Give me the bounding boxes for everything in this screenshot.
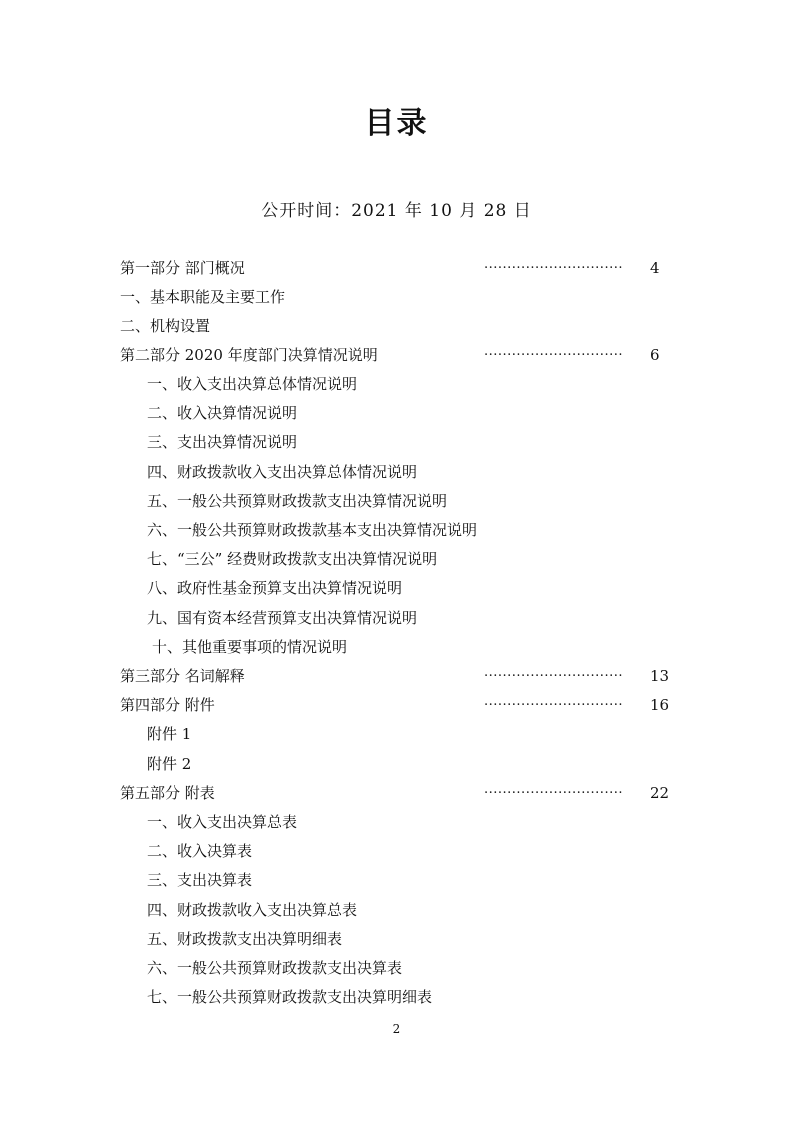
toc-entry-part-3: [0, 664, 793, 688]
toc-entry-part-1: [0, 256, 793, 280]
toc-entry: [0, 285, 793, 309]
toc-entry: [0, 898, 793, 922]
toc-entry-part-4: [0, 693, 793, 717]
toc-label: 一、基本职能及主要工作: [120, 288, 286, 306]
toc-label: 一、收入支出决算总体情况说明: [147, 375, 358, 393]
toc-page-number: 6: [650, 346, 660, 364]
toc-label: 五、一般公共预算财政拨款支出决算情况说明: [147, 492, 448, 510]
toc-label: 二、收入决算情况说明: [147, 404, 298, 422]
publish-date: 公开时间：2021 年 10 月 28 日: [261, 201, 532, 221]
toc-label: 第二部分 2020 年度部门决算情况说明: [120, 346, 378, 364]
toc-entry: [0, 868, 793, 892]
toc-page-number: 22: [650, 784, 670, 802]
toc-page-number: 13: [650, 667, 670, 685]
toc-label: 一、收入支出决算总表: [147, 813, 298, 831]
toc-entry: [0, 576, 793, 600]
toc-label: 四、财政拨款收入支出决算总表: [147, 901, 358, 919]
toc-entry: [0, 752, 793, 776]
toc-label: 附件 1: [147, 725, 192, 743]
toc-label: 第五部分 附表: [120, 784, 215, 802]
toc-label: 三、支出决算表: [147, 871, 253, 889]
toc-page-number: 4: [650, 259, 660, 277]
toc-entry-part-5: [0, 781, 793, 805]
toc-label: 六、一般公共预算财政拨款基本支出决算情况说明: [147, 521, 478, 539]
toc-entry: [0, 956, 793, 980]
toc-label: 第一部分 部门概况: [120, 259, 245, 277]
toc-leader-dots: ..............................: [484, 694, 623, 709]
toc-leader-dots: ..............................: [484, 782, 623, 797]
toc-label: 二、收入决算表: [147, 842, 253, 860]
toc-entry: [0, 489, 793, 513]
toc-entry: [0, 722, 793, 746]
toc-entry: [0, 810, 793, 834]
toc-entry: [0, 430, 793, 454]
toc-label: 三、支出决算情况说明: [147, 433, 298, 451]
toc-label: 二、机构设置: [120, 317, 211, 335]
toc-label: 六、一般公共预算财政拨款支出决算表: [147, 959, 403, 977]
document-title: 目录: [364, 106, 429, 141]
toc-entry: [0, 547, 793, 571]
toc-label: 九、国有资本经营预算支出决算情况说明: [147, 609, 418, 627]
toc-label: 第三部分 名词解释: [120, 667, 245, 685]
toc-entry: [0, 839, 793, 863]
toc-label: 附件 2: [147, 755, 192, 773]
toc-label: 七、“三公” 经费财政拨款支出决算情况说明: [147, 550, 438, 568]
toc-label: 七、一般公共预算财政拨款支出决算明细表: [147, 988, 433, 1006]
toc-label: 第四部分 附件: [120, 696, 215, 714]
toc-entry: [0, 927, 793, 951]
toc-entry-part-2: [0, 343, 793, 367]
toc-leader-dots: ..............................: [484, 344, 623, 359]
toc-entry: [0, 606, 793, 630]
toc-entry: [0, 985, 793, 1009]
page-number: 2: [392, 1022, 401, 1036]
toc-entry: [0, 518, 793, 542]
toc-label: 四、财政拨款收入支出决算总体情况说明: [147, 463, 418, 481]
toc-entry: [0, 401, 793, 425]
toc-leader-dots: ..............................: [484, 665, 623, 680]
toc-entry: [0, 372, 793, 396]
toc-page-number: 16: [650, 696, 670, 714]
toc-label: 十、其他重要事项的情况说明: [152, 638, 348, 656]
toc-leader-dots: ..............................: [484, 257, 623, 272]
toc-label: 五、财政拨款支出决算明细表: [147, 930, 343, 948]
toc-entry: [0, 314, 793, 338]
toc-entry: [0, 635, 793, 659]
toc-label: 八、政府性基金预算支出决算情况说明: [147, 579, 403, 597]
toc-entry: [0, 460, 793, 484]
